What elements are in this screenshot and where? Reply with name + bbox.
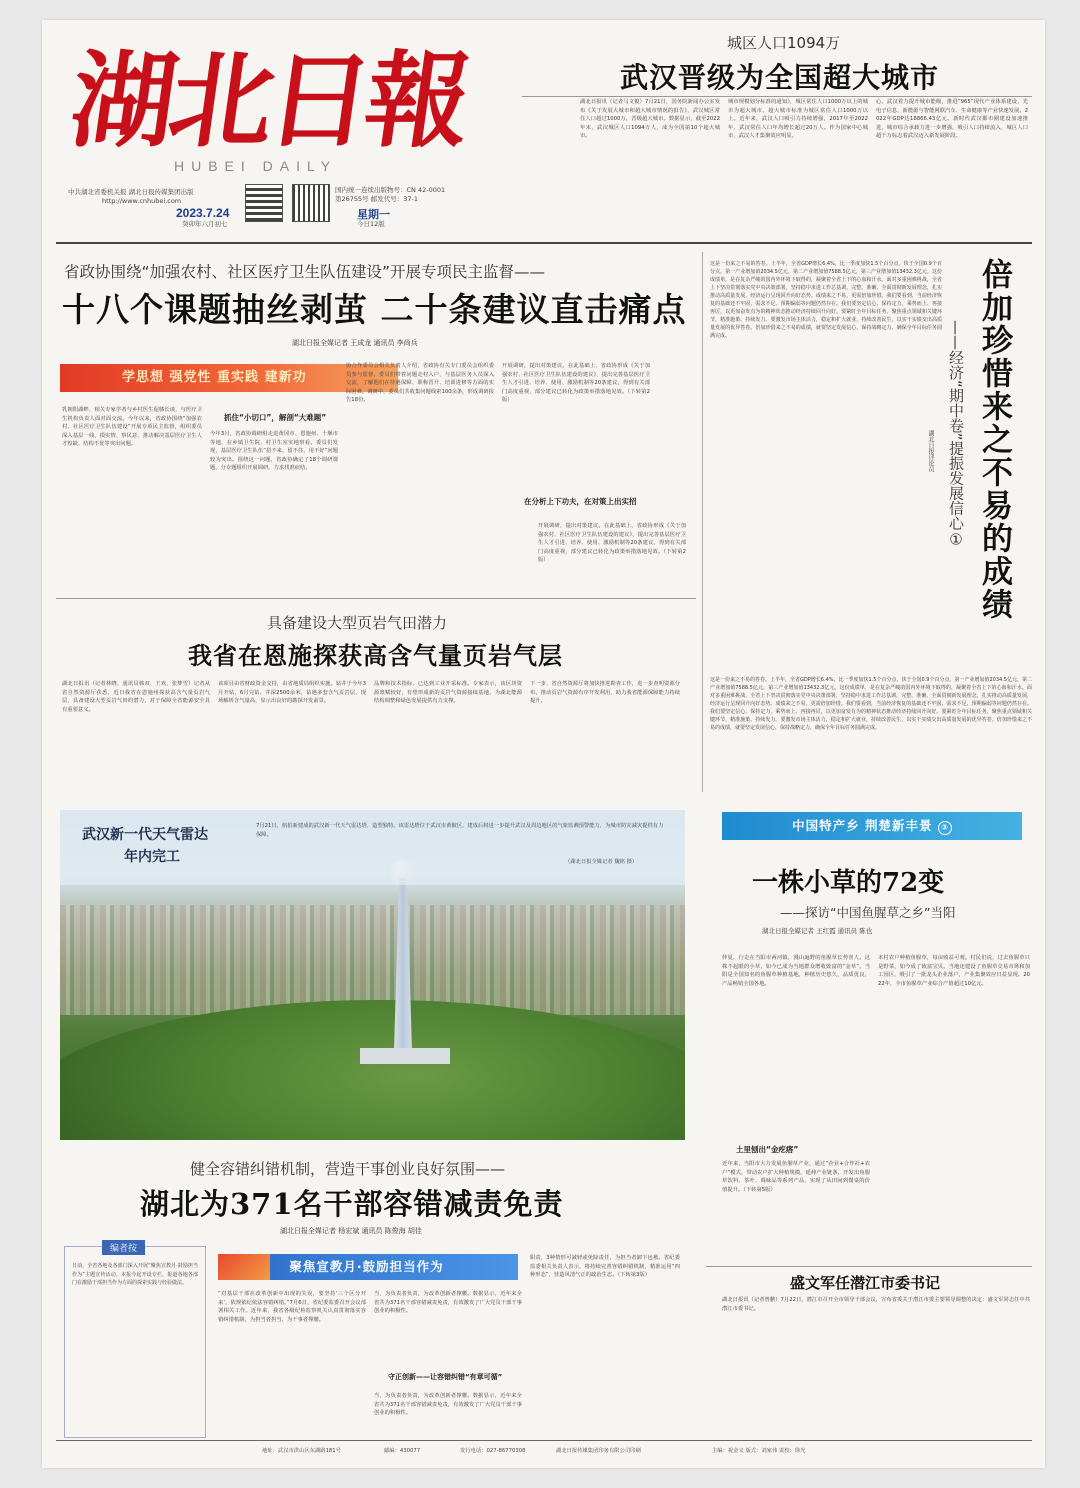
story3-kicker: 健全容错纠错机制，营造干事创业良好氛围—— [190, 1160, 506, 1178]
specialty-text: 本村农户种植鱼腥草，每亩收益可观。村民们说，过去鱼腥草只是野菜，如今成了致富宝贝。当地还建设了鱼腥草交易市场和加工园区，吸引了一批龙头企业落户，产业集聚效应日益显现。2022年，全市鱼腥草产业综合产值超过10亿元。 [878, 955, 1030, 987]
story1-banner: 学思想 强党性 重实践 建新功 [60, 364, 398, 392]
story3-text: 职责，3种情形可减轻或免除责任，为担当者卸下包袱。省纪委监委相关负责人表示，将持续完善容错纠错机制，精准运用“四种形态”，营造风清气正的政治生态。（下转第3版） [530, 1255, 680, 1279]
photo-title: 年内完工 [124, 849, 180, 865]
masthead-rule [56, 242, 1032, 244]
masthead-english: HUBEI DAILY [174, 158, 338, 174]
editor-note-title: 编者按 [102, 1240, 145, 1255]
appointment-text: 湖北日报讯（记者曾鹏）7月22日，潜江市召开全市领导干部会议，宣布省委关于潜江市委主要领导调整的决定：盛文军同志任中共潜江市委书记。 [722, 1297, 1030, 1312]
issn-line: 国内统一连续出版物号：CN 42-0001 [335, 186, 446, 194]
page-count: 今日12版 [357, 220, 385, 228]
story1-text: 协合作委员会相关负责人介绍，省政协有关专门委员会组织委员参与监督，委员们带着问题走村入户，与基层医务人员深入交流，了解他们在待遇保障、职称晋升、培训进修等方面的实际困难。调研中，委员们共收集问题线索100余条，形成调研报告18份。 [346, 363, 494, 404]
footer-address: 地址：武汉市洪山区东湖路181号 [262, 1448, 341, 1454]
story3-banner-label: 聚焦宣教月·鼓励担当作为 [289, 1259, 444, 1274]
story3-text: 当，为负责者负责，为改革创新者撑腰。数据显示，近年来全省共为371名干部容错减责免责，有效激发了广大党员干部干事创业的积极性。 [374, 1291, 522, 1315]
issue-number: 第26755号 邮发代号：37-1 [335, 195, 418, 203]
story1-byline: 湖北日报全媒记者 王成龙 通讯员 李尚兵 [292, 339, 418, 347]
specialty-banner-label: 中国特产乡 荆楚新丰景 [792, 818, 933, 833]
divider [56, 598, 696, 599]
issue-date: 2023.7.24 [176, 206, 230, 220]
divider [706, 1266, 1032, 1267]
top-story-text: 湖北日报讯（记者马文俊）7月21日，国务院新闻办公室发布《关于发展大城市和超大城市情况的报告》，武汉城区常住人口超过1000万，晋级超大城市。数据显示，截至2022年末，武汉城区人口1094万人，成为全国第10个超大城市。 [580, 99, 720, 140]
story2-text: 品牌和技术指标，已达到工业开采标准。专家表示，该区块资源禀赋较好，有望形成新的页岩气资源接续基地，为湖北能源结构调整和绿色发展提供有力支撑。 [374, 681, 522, 705]
sponsor-line: 中共湖北省委机关报 湖北日报传媒集团出版 [68, 188, 194, 196]
footer-postcode: 邮编：430077 [384, 1448, 421, 1454]
qr-code-icon [292, 184, 330, 222]
story2-text: 下一步，省自然资源厅将加快推进勘查工作，进一步查明资源分布，推动页岩气资源有序开发利用，助力我省能源保障能力持续提升。 [530, 681, 680, 705]
story1-subhead: 在分析上下功夫，在对策上出实招 [524, 497, 637, 506]
side-story-text: 这是一份来之不易的答卷。上半年，全省GDP增长6.4%，比一季度加快1.5个百分点，快于全国0.9个百分点。第一产业增加值2034.5亿元，第二产业增加值7588.5亿元，第三产业增加值13432.3亿元。这份成绩单，是在复杂严峻的国内外环境下取得的，凝聚着全省上下的心血和汗水。面对多重困难挑战，全省上下坚决贯彻落实党中央决策部署，坚持稳中求进工作总基调，完整、准确、全面贯彻新发展理念，扎实推动高质量发展，经济运行呈现回升向好态势。成绩来之不易，更需倍加珍惜。我们要看到，当前经济恢复的基础还不牢固，需求不足、预期偏弱等问题仍然存在。我们要坚定信心、保持定力，乘势而上、再接再厉，以更加奋发有为的精神状态推动经济持续回升向好。要紧盯全年目标任务，聚焦重点领域和关键环节，精准施策、持续发力。要激发市场主体活力，稳定和扩大就业，持续改善民生，以实干实绩交出高质量发展的优异答卷。倍加珍惜来之不易的成绩，就要坚定发展信心，保持战略定力，确保全年目标任务圆满完成。 [710, 677, 1032, 731]
story3-text: 当，为负责者负责，为改革创新者撑腰。数据显示，近年来全省共为371名干部容错减责免责，有效激发了广大党员干部干事创业的积极性。 [374, 1393, 522, 1417]
story1-text: 开展调研，提出对策建议。在此基础上，省政协形成《关于加强农村、社区医疗卫生队伍建设的建议》，提出完善基层医疗卫生人才引进、培养、使用、激励机制等20条建议，得到有关部门高度重视，部分建议已转化为政策举措落地见效。（下转第2版） [502, 363, 650, 404]
column-divider [702, 252, 703, 792]
specialty-number: ③ [938, 821, 952, 835]
specialty-subtitle: ——探访“中国鱼腥草之乡”当阳 [780, 905, 956, 920]
story1-text: 乳朝阳湖畔，相关专家学者与乡村医生促膝长谈，与医疗卫生机构负责人面对面交流。今年以来，省政协围绕“加强农村、社区医疗卫生队伍建设”开展专项民主监督，组织委员深入基层一线，摸实情、察民意，推动解决基层医疗卫生人才短缺、结构不优等突出问题。 [62, 407, 202, 448]
weekday: 星期一 [357, 208, 390, 221]
top-story-text: 心。武汉着力提升城市能级，推进“965”现代产业体系建设，光电子信息、新能源与智能网联汽车、生命健康等产业快速发展。2022年GDP达18866.43亿元。新时代武汉都市圈建设加速推进，城市综合承载力进一步增强，吸引人口持续流入，城区人口超千万标志着武汉迈入新发展阶段。 [876, 99, 1028, 140]
photo-town [60, 905, 685, 1015]
masthead-title: 湖北日報 [63, 39, 473, 162]
photo-credit: （湖北日报全媒记者 魏铭 摄） [565, 859, 638, 865]
story3-byline: 湖北日报全媒记者 杨宏斌 通讯员 陈俊海 胡佳 [280, 1227, 422, 1235]
story1-text: 开展调研，提出对策建议。在此基础上，省政协形成《关于加强农村、社区医疗卫生队伍建设的建议》，提出完善基层医疗卫生人才引进、培养、使用、激励机制等20条建议，得到有关部门高度重视，部分建议已转化为政策举措落地见效。（下转第2版） [538, 523, 686, 564]
specialty-subhead: 土里刨出“金疙瘩” [736, 1145, 799, 1154]
photo-caption: 7月21日，航拍新建成的武汉新一代天气雷达塔，造型独特。该雷达塔位于武汉市黄陂区，建成后将进一步提升武汉及周边地区的气象监测预警能力，为城市防灾减灾提供有力保障。 [256, 823, 664, 838]
specialty-banner [722, 812, 1022, 840]
specialty-text: 仲夏，行走在当阳市两河镇，漫山遍野的鱼腥草长势喜人。这株不起眼的小草，如今已成为当地群众增收致富的“金草”。当阳是全国知名的鱼腥草种植基地，种植历史悠久，品质优良，产品畅销全国各地。 [722, 955, 870, 987]
photo-title: 武汉新一代天气雷达 [82, 827, 208, 843]
side-story-headline: 倍加珍惜来之不易的成绩 [976, 258, 1012, 621]
website: http://www.cnhubei.com [102, 197, 182, 205]
story2-kicker: 具备建设大型页岩气田潜力 [267, 614, 448, 632]
story1-headline: 十八个课题抽丝剥茧 二十条建议直击痛点 [62, 290, 687, 329]
editor-note: 日前，全省各地及各部门深入开展“聚焦宣教月·鼓励担当作为”主题宣传活动。本报今起开设专栏，报道各地各部门在激励干部担当作为方面的探索实践与经验做法。 [72, 1263, 198, 1287]
side-story-subtitle: ——经济“期中卷”提振发展信心① [947, 320, 965, 549]
appointment-headline: 盛文军任潜江市委书记 [790, 1274, 941, 1292]
story3-headline: 湖北为371名干部容错减责免责 [140, 1187, 564, 1221]
footer-rule [56, 1440, 1032, 1441]
top-story-text: 城市规模划分标准的通知》，城区常住人口1000万以上的城市为超大城市。超大城市标准为城区常住人口1000万以上。近年来，武汉人口吸引力持续增强，2017年至2022年，武汉常住人口年均增长超过20万人。作为国家中心城市，武汉人才集聚效应明显。 [728, 99, 868, 140]
specialty-byline: 湖北日报全媒记者 王红霞 通讯员 陈也 [762, 927, 873, 935]
story2-text: 该项目由省财政资金支持，由省地质局组织实施。钻井于今年3月开钻，6月完钻，井深2500余米，钻遇多套含气页岩层，现场解析含气量高，显示出良好的勘探开发前景。 [218, 681, 366, 705]
radar-tower-photo [60, 810, 685, 1140]
banner-flag-icon [218, 1254, 270, 1280]
tower-base [360, 1048, 450, 1064]
specialty-text: 近年来，当阳市大力发展鱼腥草产业，通过“企业+合作社+农户”模式，带动农户扩大种植规模，延伸产业链条，开发出鱼腥草饮料、茶叶、调味品等系列产品，实现了从田间到餐桌的价值提升。（下转第5版） [722, 1161, 870, 1193]
story2-headline: 我省在恩施探获高含气量页岩气层 [188, 641, 563, 670]
photo-hill [60, 1000, 685, 1140]
top-story-headline: 武汉晋级为全国超大城市 [620, 61, 940, 94]
story1-text: 今年3月，省政协调研组走进黄冈市、恩施州、十堰市等地，在乡镇卫生院、村卫生室实地察看。委员们发现，基层医疗卫生队伍“招不来、留不住、用不好”问题较为突出。围绕这一问题，省政协确定了18个调研课题，分专题组织开展调研，力求找准症结。 [210, 431, 338, 472]
footer-printer: 湖北日报传媒集团印务有限公司印刷 [556, 1448, 641, 1454]
story3-banner [218, 1254, 518, 1280]
top-story-kicker: 城区人口1094万 [727, 34, 841, 52]
footer-editors: 主编：祝金义 版式：刘家伟 责校：徐光 [712, 1448, 806, 1454]
lunar-date: 癸卯年六月初七 [182, 220, 228, 228]
story3-subhead: 守正创新——让容错纠错“有章可循” [388, 1373, 503, 1381]
side-story-author: 湖北日报评论员 [927, 430, 934, 472]
qr-code-icon [245, 184, 283, 222]
footer-phone: 发行电话：027-86770308 [460, 1448, 526, 1454]
story1-kicker: 省政协围绕“加强农村、社区医疗卫生队伍建设”开展专项民主监督—— [64, 263, 546, 281]
story1-subhead: 抓住“小切口”，解剖“大难题” [224, 413, 327, 422]
side-story-text: 这是一份来之不易的答卷。上半年，全省GDP增长6.4%，比一季度加快1.5个百分点，快于全国0.9个百分点。第一产业增加值2034.5亿元，第二产业增加值7588.5亿元，第三产业增加值13432.3亿元。这份成绩单，是在复杂严峻的国内外环境下取得的，凝聚着全省上下的心血和汗水。面对多重困难挑战，全省上下坚决贯彻落实党中央决策部署，坚持稳中求进工作总基调，完整、准确、全面贯彻新发展理念，扎实推动高质量发展，经济运行呈现回升向好态势。成绩来之不易，更需倍加珍惜。我们要看到，当前经济恢复的基础还不牢固，需求不足、预期偏弱等问题仍然存在。我们要坚定信心、保持定力，乘势而上、再接再厉，以更加奋发有为的精神状态推动经济持续回升向好。要紧盯全年目标任务，聚焦重点领域和关键环节，精准施策、持续发力。要激发市场主体活力，稳定和扩大就业，持续改善民生，以实干实绩交出高质量发展的优异答卷。倍加珍惜来之不易的成绩，就要坚定发展信心，保持战略定力，确保全年目标任务圆满完成。 [710, 261, 942, 339]
story3-text: “对基层干部在改革创新中出现的失误，要坚持‘三个区分开来’，依规依纪依法容错纠错。”7月6日，省纪委监委召开会议部署相关工作。近年来，我省各级纪检监察机关认真贯彻落实容错纠错机制，为担当者担当、为干事者撑腰。 [218, 1291, 366, 1323]
newspaper-page [42, 20, 1045, 1468]
specialty-headline: 一株小草的72变 [752, 868, 945, 898]
divider [522, 96, 1032, 97]
story2-text: 湖北日报讯（记者林晓、通讯员韩双、王欢、张梦雪）记者从省自然资源厅获悉，近日我省在恩施州探获高含气量页岩气层，具备建设大型页岩气田的潜力，对于保障全省能源安全具有重要意义。 [62, 681, 210, 713]
